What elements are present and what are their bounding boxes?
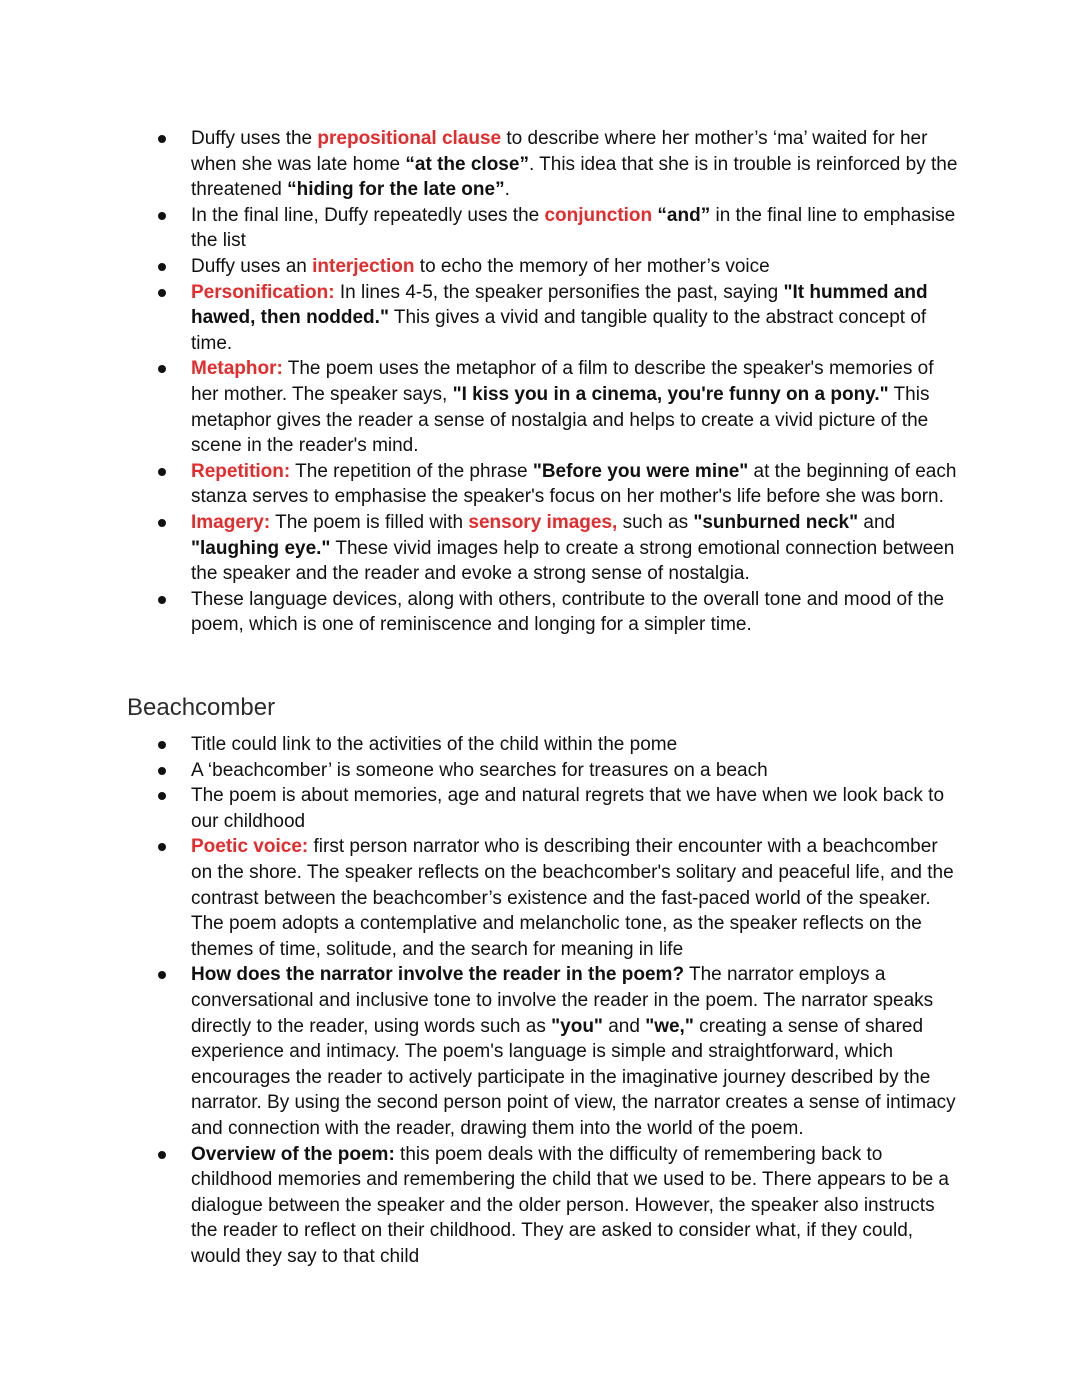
- bullet-list-beachcomber: [148, 732, 960, 1269]
- highlight-term: conjunction: [544, 204, 653, 226]
- quotation: "sunburned neck": [693, 511, 859, 533]
- list-item: Imagery: The poem is filled with sensory images, such as "sunburned neck" and "laughing eye." These vivid images help to create a strong emotional connection between the speaker and the reader and evoke a strong sense of nostalgia.: [148, 510, 960, 587]
- highlight-term: Repetition:: [191, 460, 291, 482]
- bullet-list-language-devices: [148, 126, 960, 638]
- list-item: In the final line, Duffy repeatedly uses the conjunction “and” in the final line to emphasise the list: [148, 203, 960, 254]
- bullet-icon: [158, 212, 166, 220]
- bullet-icon: [158, 767, 166, 775]
- bullet-icon: [158, 843, 166, 851]
- bullet-icon: [158, 519, 166, 527]
- highlight-term: Metaphor:: [191, 358, 283, 380]
- quotation: “and”: [657, 204, 711, 226]
- highlight-term: Poetic voice:: [191, 836, 309, 858]
- list-item: Poetic voice: first person narrator who is describing their encounter with a beachcomber on the shore. The speaker reflects on the beachcomber's solitary and peaceful life, and the contrast between the beachcomber’s existence and the fast-paced world of the speaker. The poem adopts a contemplative and melancholic tone, as the speaker reflects on the themes of time, solitude, and the search for meaning in life: [148, 834, 960, 962]
- bullet-icon: [158, 971, 166, 979]
- bullet-icon: [158, 289, 166, 297]
- list-item: These language devices, along with others, contribute to the overall tone and mood of the poem, which is one of reminiscence and longing for a simpler time.: [148, 587, 960, 638]
- bullet-icon: [158, 741, 166, 749]
- bullet-icon: [158, 792, 166, 800]
- highlight-term: prepositional clause: [317, 128, 502, 149]
- bullet-icon: [158, 365, 166, 373]
- quotation: "Before you were mine": [532, 460, 749, 482]
- bullet-icon: [158, 596, 166, 604]
- quotation: “hiding for the late one”: [287, 179, 505, 201]
- highlight-term: Imagery:: [191, 511, 271, 533]
- highlight-term: Personification:: [191, 281, 335, 303]
- highlight-term: interjection: [312, 255, 415, 277]
- list-item: Title could link to the activities of the child within the pome: [148, 732, 960, 758]
- list-item: Duffy uses an interjection to echo the memory of her mother’s voice: [148, 254, 960, 280]
- list-item: A ‘beachcomber’ is someone who searches for treasures on a beach: [148, 758, 960, 784]
- list-item: Overview of the poem: this poem deals with the difficulty of remembering back to childhood memories and remembering the child that we used to be. There appears to be a dialogue between the speaker and the older person. However, the speaker also instructs the reader to reflect on their childhood. They are asked to consider what, if they could, would they say to that child: [148, 1142, 960, 1270]
- list-item: How does the narrator involve the reader in the poem? The narrator employs a conversational and inclusive tone to involve the reader in the poem. The narrator speaks directly to the reader, using words such as "you" and "we," creating a sense of shared experience and intimacy. The poem's language is simple and straightforward, which encourages the reader to actively participate in the imaginative journey described by the narrator. By using the second person point of view, the narrator creates a sense of intimacy and connection with the reader, drawing them into the world of the poem.: [148, 962, 960, 1141]
- quotation: "we,": [645, 1015, 694, 1037]
- bullet-icon: [158, 263, 166, 271]
- quotation: “at the close”: [405, 153, 529, 175]
- list-item: Metaphor: The poem uses the metaphor of a film to describe the speaker's memories of her mother. The speaker says, "I kiss you in a cinema, you're funny on a pony." This metaphor gives the reader a sense of nostalgia and helps to create a vivid picture of the scene in the reader's mind.: [148, 356, 960, 458]
- quotation: "you": [551, 1015, 603, 1037]
- section-heading: Beachcomber: [127, 694, 276, 721]
- bold-lead-phrase: Overview of the poem:: [191, 1143, 395, 1165]
- list-item: Personification: In lines 4-5, the speaker personifies the past, saying "It hummed and hawed, then nodded." This gives a vivid and tangible quality to the abstract concept of time.: [148, 280, 960, 357]
- list-item: Duffy uses the prepositional clause to describe where her mother’s ‘ma’ waited for her when she was late home “at the close”. This idea that she is in trouble is reinforced by the threatened “hiding for the late one”.: [148, 126, 960, 203]
- highlight-term: sensory images,: [468, 511, 618, 533]
- bullet-icon: [158, 468, 166, 476]
- bullet-icon: [158, 135, 166, 143]
- quotation: "I kiss you in a cinema, you're funny on a pony.": [452, 383, 889, 405]
- bullet-icon: [158, 1151, 166, 1159]
- list-item: Repetition: The repetition of the phrase "Before you were mine" at the beginning of each stanza serves to emphasise the speaker's focus on her mother's life before she was born.: [148, 459, 960, 510]
- bold-lead-question: How does the narrator involve the reader in the poem?: [191, 964, 685, 986]
- list-item: The poem is about memories, age and natural regrets that we have when we look back to our childhood: [148, 783, 960, 834]
- quotation: "laughing eye.": [191, 537, 331, 559]
- quotation: "It hummed and hawed, then nodded.": [191, 281, 928, 329]
